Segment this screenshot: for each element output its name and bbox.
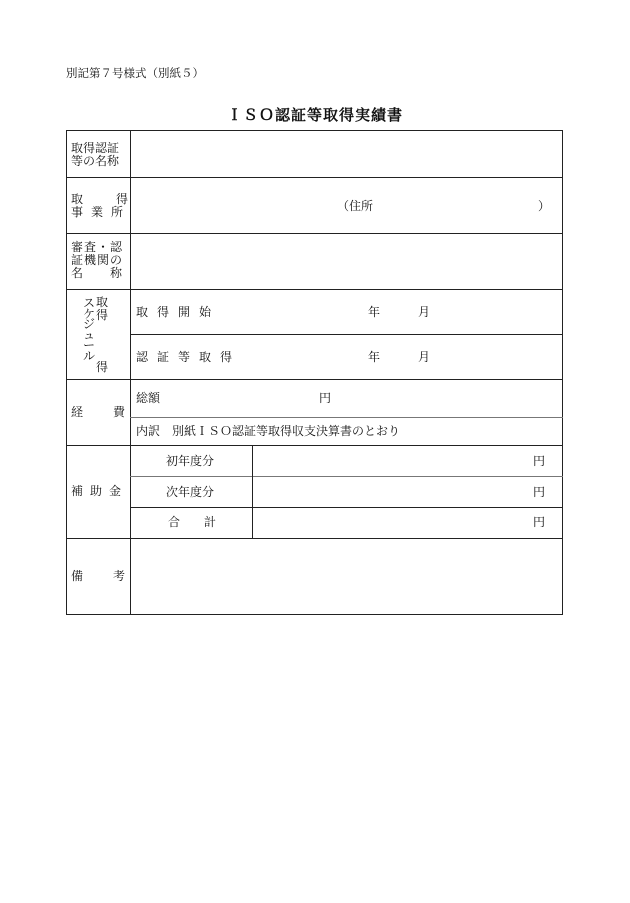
row-divider bbox=[66, 289, 563, 290]
next-year-yen: 円 bbox=[533, 485, 546, 499]
schedule-label-bottom: 得 bbox=[96, 360, 109, 374]
first-year-label: 初年度分 bbox=[166, 454, 215, 468]
total-yen: 円 bbox=[319, 391, 332, 405]
start-month: 月 bbox=[418, 305, 431, 319]
office-label-line2: 事業所 bbox=[71, 205, 132, 219]
remarks-label: 備 考 bbox=[71, 569, 128, 583]
start-year: 年 bbox=[368, 305, 381, 319]
table-border-right bbox=[562, 130, 563, 615]
breakdown-text: 内訳 別紙ＩＳＯ認証等取得収支決算書のとおり bbox=[136, 424, 401, 438]
subsidy-total-label: 合 計 bbox=[168, 515, 217, 529]
table-border-top bbox=[66, 130, 563, 131]
row-divider bbox=[66, 177, 563, 178]
row-divider bbox=[66, 379, 563, 380]
subsidy-column-divider bbox=[252, 445, 253, 539]
schedule-label-left: スケジュール bbox=[83, 296, 96, 363]
row-divider bbox=[130, 476, 563, 477]
agency-label-line3: 名 称 bbox=[71, 266, 124, 280]
start-label: 取得開始 bbox=[136, 305, 221, 319]
expenses-label: 経 費 bbox=[71, 405, 128, 419]
cert-acquire-label: 認証等取得 bbox=[136, 350, 242, 364]
subsidy-label: 補助金 bbox=[71, 484, 129, 498]
row-divider bbox=[66, 445, 563, 446]
total-label: 総額 bbox=[136, 391, 161, 405]
row-divider bbox=[130, 507, 563, 508]
first-year-yen: 円 bbox=[533, 454, 546, 468]
table-border-left bbox=[66, 130, 67, 615]
row-divider bbox=[130, 417, 563, 418]
row-divider bbox=[66, 233, 563, 234]
table-border-bottom bbox=[66, 614, 563, 615]
cert-name-label-line1: 取得認証 bbox=[71, 141, 120, 155]
schedule-label-right: 取得 bbox=[96, 295, 109, 322]
agency-label-line2: 証機関の bbox=[71, 253, 124, 267]
agency-label-line1: 審査・認 bbox=[71, 240, 124, 254]
document-title: ＩＳＯ認証等取得実績書 bbox=[226, 106, 403, 124]
cert-month: 月 bbox=[418, 350, 431, 364]
next-year-label: 次年度分 bbox=[166, 485, 215, 499]
office-label-line1: 取 得 bbox=[71, 192, 132, 206]
address-close: ） bbox=[538, 199, 551, 213]
form-number-label: 別記第７号様式（別紙５） bbox=[66, 66, 204, 80]
cert-year: 年 bbox=[368, 350, 381, 364]
row-divider bbox=[66, 538, 563, 539]
address-open: （住所 bbox=[337, 199, 374, 213]
cert-name-label-line2: 等の名称 bbox=[71, 154, 120, 168]
row-divider bbox=[130, 334, 563, 335]
subsidy-total-yen: 円 bbox=[533, 515, 546, 529]
